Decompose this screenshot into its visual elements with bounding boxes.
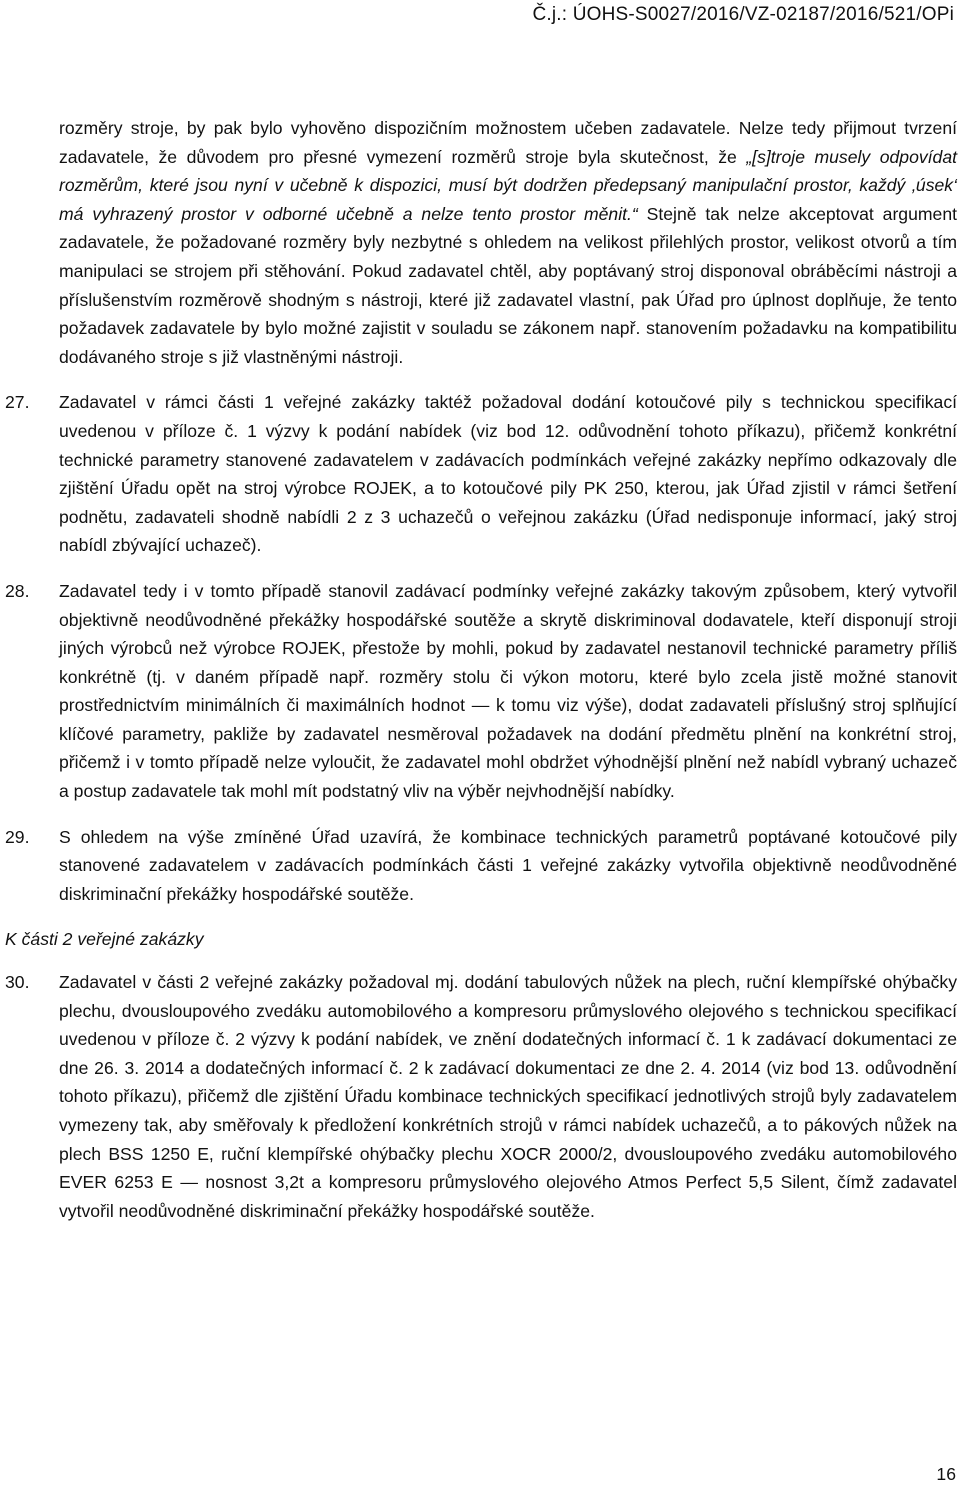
paragraph-text: Zadavatel v rámci části 1 veřejné zakázky taktéž požadoval dodání kotoučové pily s technickou specifikací uvedenou v příloze č. 1 výzvy k podání nabídek (viz bod 12. odůvodnění tohoto příkazu), přičemž konkrétní technické parametry stanovené zadavatelem v zadávacích podmínkách veřejné zakázky nepřímo odkazovaly dle zjištění Úřadu opět na stroj výrobce ROJEK, a to kotoučové pily PK 250, kterou, jak Úřad zjistil v rámci šetření podnětu, zadavateli shodně nabídli 2 z 3 uchazečů o veřejnou zakázku (Úřad nedisponuje informací, jaký stroj nabídl zbývající uchazeč). [59, 392, 957, 556]
page-number: 16 [936, 1464, 956, 1484]
intro-text-a: rozměry stroje, by pak bylo vyhověno dispozičním možnostem učeben zadavatele. Nelze tedy přijmout tvrzení zadavatele, že důvodem pro přesné vymezení rozměrů stroje byla skutečnost, že [59, 118, 957, 167]
document-body [5, 114, 957, 1225]
intro-quote: „[s]troje musely odpovídat rozměrům, které jsou nyní v učebně k dispozici, musí být dodržen předepsaný manipulační prostor, každý ‚úsek‘ má vyhrazený prostor v odborné učebně a nelze tento prostor měnit.“ [59, 146, 957, 224]
paragraph-30 [5, 968, 957, 1225]
paragraph-text: Zadavatel tedy i v tomto případě stanovil zadávací podmínky veřejné zakázky takovým způsobem, který vytvořil objektivně neodůvodněné překážky hospodářské soutěže a skrytě diskriminoval dodavatele, kteří disponují stroji jiných výrobců než výrobce ROJEK, přestože by mohli, pokud by zadavatel nestanovil technické parametry příliš konkrétně (tj. v daném případě např. rozměry stolu či výkon motoru, které bylo zcela jistě možné stanovit prostřednictvím minimálních či maximálních hodnot — k tomu viz výše), dodat zadavateli příslušný stroj splňující klíčové parametry, pakliže by zadavatel nesměroval požadavek na dodání předmětu plnění na konkrétní stroj, přičemž i v tomto případě nelze vyloučit, že zadavatel mohl obdržet výhodnější plnění než nabídl vybraný uchazeč a postup zadavatele tak mohl mít podstatný vliv na výběr nejvhodnější nabídky. [59, 580, 957, 802]
intro-paragraph [59, 114, 957, 371]
paragraph-number: 29. [5, 826, 30, 847]
paragraph-number: 27. [5, 392, 30, 413]
document-reference: Č.j.: ÚOHS-S0027/2016/VZ-02187/2016/521/OPi [532, 4, 954, 25]
paragraph-28 [5, 577, 957, 806]
paragraph-text: Zadavatel v části 2 veřejné zakázky požadoval mj. dodání tabulových nůžek na plech, ruční klempířské ohýbačky plechu, dvousloupového zvedáku automobilového a kompresoru průmyslového olejového s technickou specifikací uvedenou v příloze č. 2 výzvy k podání nabídek, ve znění dodatečných informací č. 1 k zadávací dokumentaci ze dne 26. 3. 2014 a dodatečných informací č. 2 k zadávací dokumentaci ze dne 2. 4. 2014 (viz bod 13. odůvodnění tohoto příkazu), přičemž dle zjištění Úřadu kombinace technických specifikací jednotlivých strojů byly zadavatelem vymezeny tak, aby směřovaly k předložení konkrétních strojů v rámci nabídek uchazečů, a to pákových nůžek na plech BSS 1250 E, ruční klempířské ohýbačky plechu XOCR 2000/2, dvousloupového zvedáku automobilového EVER 6253 E — nosnost 3,2t a kompresoru průmyslového olejového Atmos Perfect 5,5 Silent, čímž zadavatel vytvořil neodůvodněné diskriminační překážky hospodářské soutěže. [59, 972, 957, 1221]
paragraph-number: 30. [5, 972, 30, 993]
intro-text-c: Stejně tak nelze akceptovat argument zadavatele, že požadované rozměry byly nezbytné s ohledem na velikost přilehlých prostor, velikost otvorů a tím manipulaci se strojem při stěhování. Pokud zadavatel chtěl, aby poptávaný stroj disponoval obráběcími nástroji a příslušenstvím rozměrově shodným s nástroji, které již zadavatel vlastní, pak Úřad pro úplnost doplňuje, že tento požadavek zadavatele by bylo možné zajistit v souladu se zákonem např. stanovením požadavku na kompatibilitu dodávaného stroje s již vlastněnými nástroji. [59, 203, 957, 367]
paragraph-27 [5, 388, 957, 560]
paragraph-text: S ohledem na výše zmíněné Úřad uzavírá, že kombinace technických parametrů poptávané kotoučové pily stanovené zadavatelem v zadávacích podmínkách části 1 veřejné zakázky vytvořila objektivně neodůvodněné diskriminační překážky hospodářské soutěže. [59, 826, 957, 904]
paragraph-29 [5, 823, 957, 909]
section-heading: K části 2 veřejné zakázky [5, 929, 204, 950]
paragraph-number: 28. [5, 580, 30, 601]
